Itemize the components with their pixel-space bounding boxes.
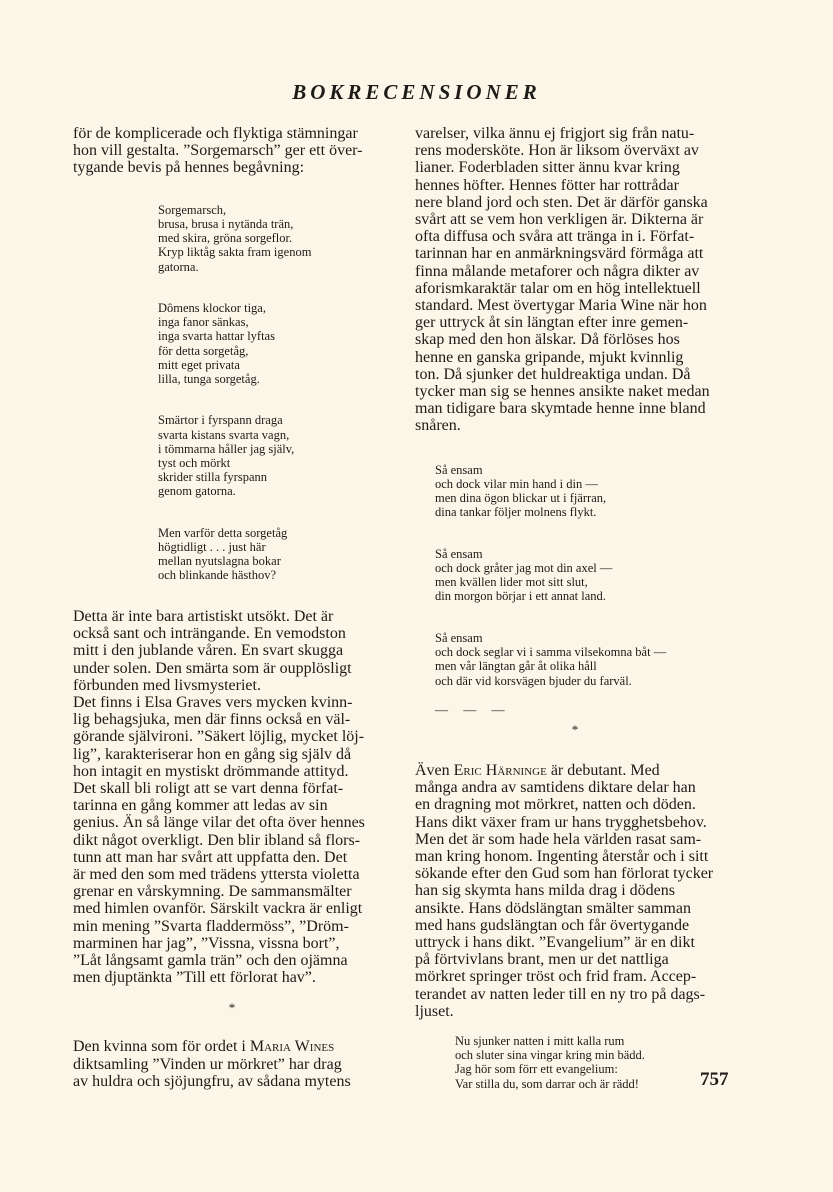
- section-separator: *: [571, 721, 579, 737]
- paragraph-detta: Detta är inte bara artistiskt utsökt. Det är också sant och inträngande. En vemodston mitt i den jublande våren. En svart skugga under solen. Den smärta som är oupplösligt förbunden med livsmysteriet.: [73, 607, 352, 694]
- poem-sa-ensam: [415, 449, 735, 702]
- poem-stanza: Men varför detta sorgetåg högtidligt . . . just här mellan nyutslagna bokar och blinkande hästhov?: [158, 525, 288, 583]
- intro-paragraph: för de komplicerade och flyktiga stämningar hon vill gestalta. ”Sorgemarsch” ger ett över- tygande bevis på hennes begåvning:: [73, 125, 363, 177]
- paragraph-text: är debutant. Med många andra av samtidens diktare delar han en dragning mot mörkret, natten och döden. Hans dikt växer fram ur hans trygghetsbehov. Men det är som hade hela världen rasat sam- man kring honom. Ingenting återstår och i sitt sökande efter den Gud som han förlorat tycker han sig skymta hans milda drag i dödens ansikte. Hans dödslängtan smälter samman med hans gudslängtan och får övertygande uttryck i hans dikt. ”Evangelium” är en dikt på förtvivlans brant, men ur det nattliga mörkret springer tröst och frid fram. Accep- terandet av natten leder till en ny tro på dags- ljuset.: [415, 761, 714, 1020]
- paragraph-maria-wine: [73, 1038, 391, 1090]
- page-number: 757: [700, 1069, 729, 1090]
- poem-stanza: Smärtor i fyrspann draga svarta kistans svarta vagn, i tömmarna håller jag själv, tyst och mörkt skrider stilla fyrspann genom gatorna.: [158, 413, 295, 499]
- paragraph-eric-harninge: [415, 762, 735, 1020]
- poem-stanza: Sorgemarsch, brusa, brusa i nytända trän, med skira, gröna sorgeflor. Kryp liktåg sakta fram igenom gatorna.: [158, 202, 312, 274]
- right-column: [415, 125, 735, 1091]
- paragraph-elsa-grave: Det finns i Elsa Graves vers mycken kvinn- lig behagsjuka, men där finns också en väl- görande självironi. ”Säkert löjlig, mycket löj- lig”, karakteriserar hon en gång sig själv då hon intagit en mystiskt drömmande attityd. Det skall bli roligt att se vart denna förfat- tarinna en gång kommer att ledas av sin genius. Än så länge vilar det ofta över hennes dikt något overkligt. Den blir ibland så flors- tunn att man har svårt att uppfatta den. Det är med den som med trädens yttersta violetta grenar en vårskymning. De sammansmälter med himlen ovanför. Särskilt vackra är enligt min mening ”Svarta fladdermöss”, ”Dröm- marminen har jag”, ”Vissna, vissna bort”, ”Låt långsamt gamla trän” och den ojämna men djuptänkta ”Till ett förlorat hav”.: [73, 693, 365, 987]
- paragraph-text: Den kvinna som för ordet i: [73, 1038, 250, 1056]
- section-separator: *: [228, 1000, 236, 1016]
- poem-sorgemarsch: [73, 189, 391, 608]
- poem-stanza: Så ensam och dock gråter jag mot din axel — men kvällen lider mot sitt slut, din morgon börjar i ett annat land.: [435, 546, 613, 604]
- paragraph-text: Även: [415, 761, 454, 779]
- author-name: Eric Härninge: [453, 761, 547, 779]
- left-column: [73, 125, 391, 1090]
- poem-stanza: Dômens klockor tiga, inga fanor sänkas, inga svarta hattar lyftas för detta sorgetåg, mitt eget privata lilla, tunga sorgetåg.: [158, 301, 275, 387]
- poem-stanza: Så ensam och dock vilar min hand i din — men dina ögon blickar ut i fjärran, dina tankar följer molnens flykt.: [435, 462, 607, 520]
- paragraph-maria-wine-cont: varelser, vilka ännu ej frigjort sig från natu- rens modersköte. Hon är liksom överväxt av lianer. Foderbladen sitter ännu kvar kring hennes höfter. Hennes fötter har rottrådar nere bland jord och sten. Det är därför ganska svårt att se vem hon verkligen är. Dikterna är ofta diffusa och svåra att tränga in i. Förfat- tarinnan har en anmärkningsvärd förmåga att finna målande metaforer och några dikter av aforismkaraktär talar om en hög intellektuell standard. Mest övertygar Maria Wine när hon ger uttryck åt sin längtan efter inre gemen- skap med den hon älskar. Då förlöses hos henne en ganska gripande, mjukt kvinnlig ton. Då sjunker det huldreaktiga undan. Då tycker man sig se hennes ansikte naket medan man tidigare bara skymtade henne inne bland snåren.: [415, 125, 710, 435]
- author-name: Maria Wines: [249, 1038, 335, 1056]
- dash-divider: — — —: [435, 701, 511, 717]
- poem-evangelium: Nu sjunker natten i mitt kalla rum och sluter sina vingar kring min bädd. Jag hör som förr ett evangelium: Var stilla du, som darrar och är rädd!: [455, 1033, 645, 1091]
- poem-stanza: Så ensam och dock seglar vi i samma vilsekomna båt — men vår längtan går åt olika håll och där vid korsvägen bjuder du farväl.: [435, 630, 667, 688]
- running-header: BOKRECENSIONER: [292, 80, 541, 104]
- paragraph-text: diktsamling ”Vinden ur mörkret” har drag av huldra och sjöjungfru, av sådana mytens: [73, 1055, 351, 1090]
